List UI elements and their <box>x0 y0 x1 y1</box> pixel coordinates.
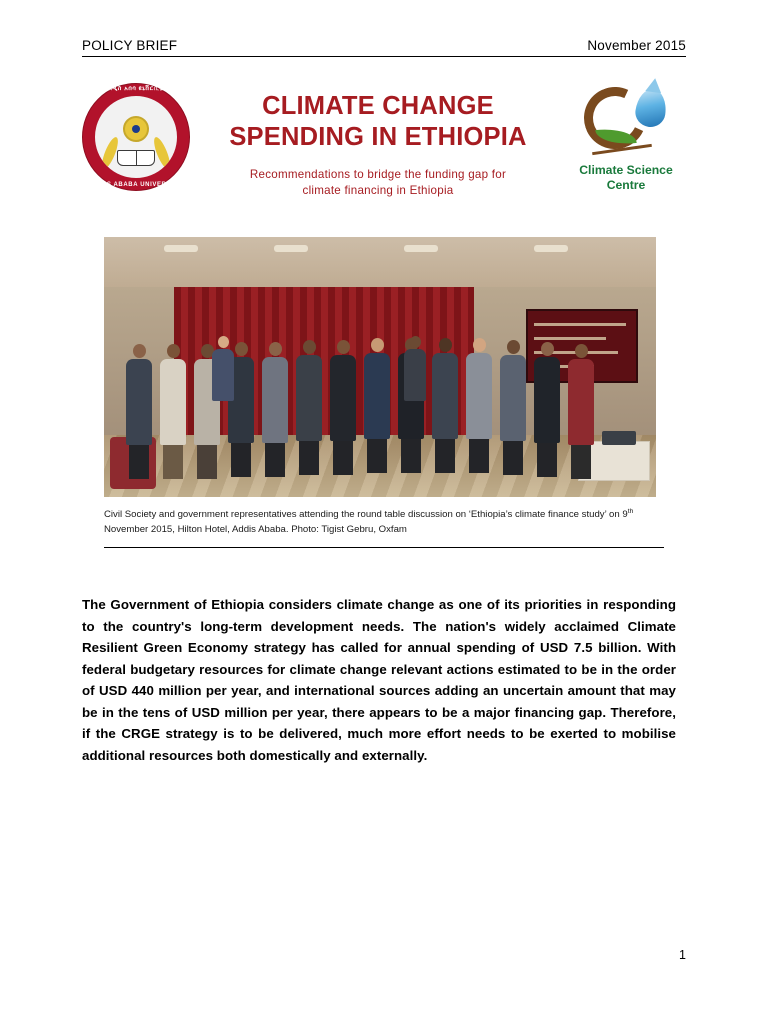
group-photo <box>104 237 656 497</box>
document-header <box>82 38 686 57</box>
photo-block <box>104 237 656 548</box>
photo-person <box>126 344 152 479</box>
photo-person <box>160 344 186 479</box>
water-drop-leaf-icon <box>578 85 674 161</box>
gear-icon <box>123 116 149 142</box>
seal-face <box>94 95 178 179</box>
body-paragraph: The Government of Ethiopia considers climate change as one of its priorities in responding to the country's long-term development needs. The nation's widely acclaimed Climate Resilient Green Economy strategy has called for annual spending of USD 7.5 billion. With federal budgetary resources for climate change relevant actions estimated to be in the order of USD 440 million per year, and international sources adding an uncertain amount that may be in the tens of USD million per year, there appears to be a major financing gap. Therefore, if the CRGE strategy is to be delivered, much more effort needs to be exerted to mobilise additional resources both domestically and externally. <box>82 596 676 763</box>
photo-caption <box>104 507 656 545</box>
subtitle-line-2: climate financing in Ethiopia <box>302 183 454 197</box>
caption-text-part1: Civil Society and government representatives attending the round table discussion on ‘Ethiopia’s climate finance study’ on 9 <box>104 509 628 521</box>
caption-divider <box>104 547 664 548</box>
page-subtitle <box>204 167 552 198</box>
title-block <box>82 83 686 213</box>
page-title <box>190 83 566 199</box>
ceiling-light <box>274 245 308 252</box>
title-line-2: SPENDING IN ETHIOPIA <box>229 123 527 152</box>
addis-ababa-university-seal-icon <box>82 83 190 191</box>
ceiling-light <box>404 245 438 252</box>
photo-projector <box>602 431 636 445</box>
document-date: November 2015 <box>587 38 686 53</box>
page-number: 1 <box>679 948 686 962</box>
caption-ordinal-suffix: th <box>627 508 634 515</box>
ceiling-light <box>534 245 568 252</box>
photo-person <box>296 340 322 475</box>
photo-person <box>432 338 458 473</box>
title-line-1: CLIMATE CHANGE <box>262 92 494 120</box>
photo-person <box>500 340 526 475</box>
subtitle-line-1: Recommendations to bridge the funding gap for <box>249 168 507 182</box>
photo-person <box>534 342 560 477</box>
caption-text-part2: November 2015, Hilton Hotel, Addis Ababa. Photo: Tigist Gebru, Oxfam <box>104 523 407 535</box>
climate-science-centre-logo <box>566 83 686 194</box>
csc-name-line-2: Centre <box>606 178 646 193</box>
book-icon <box>117 150 155 166</box>
seal-amharic-text: አዲስ አበባ ዩኒቨርሲቲ <box>108 86 164 92</box>
photo-person <box>212 336 234 401</box>
csc-name-line-1: Climate Science <box>579 163 673 177</box>
photo-person <box>364 338 390 473</box>
photo-person <box>466 338 492 473</box>
photo-person <box>330 340 356 475</box>
photo-person <box>262 342 288 477</box>
document-type-label: POLICY BRIEF <box>82 38 178 53</box>
ceiling-light <box>164 245 198 252</box>
photo-person <box>404 336 426 401</box>
photo-person <box>568 344 594 479</box>
seal-university-name: ADDIS ABABA UNIVERSITY <box>89 182 183 188</box>
water-drop-icon <box>634 87 669 129</box>
